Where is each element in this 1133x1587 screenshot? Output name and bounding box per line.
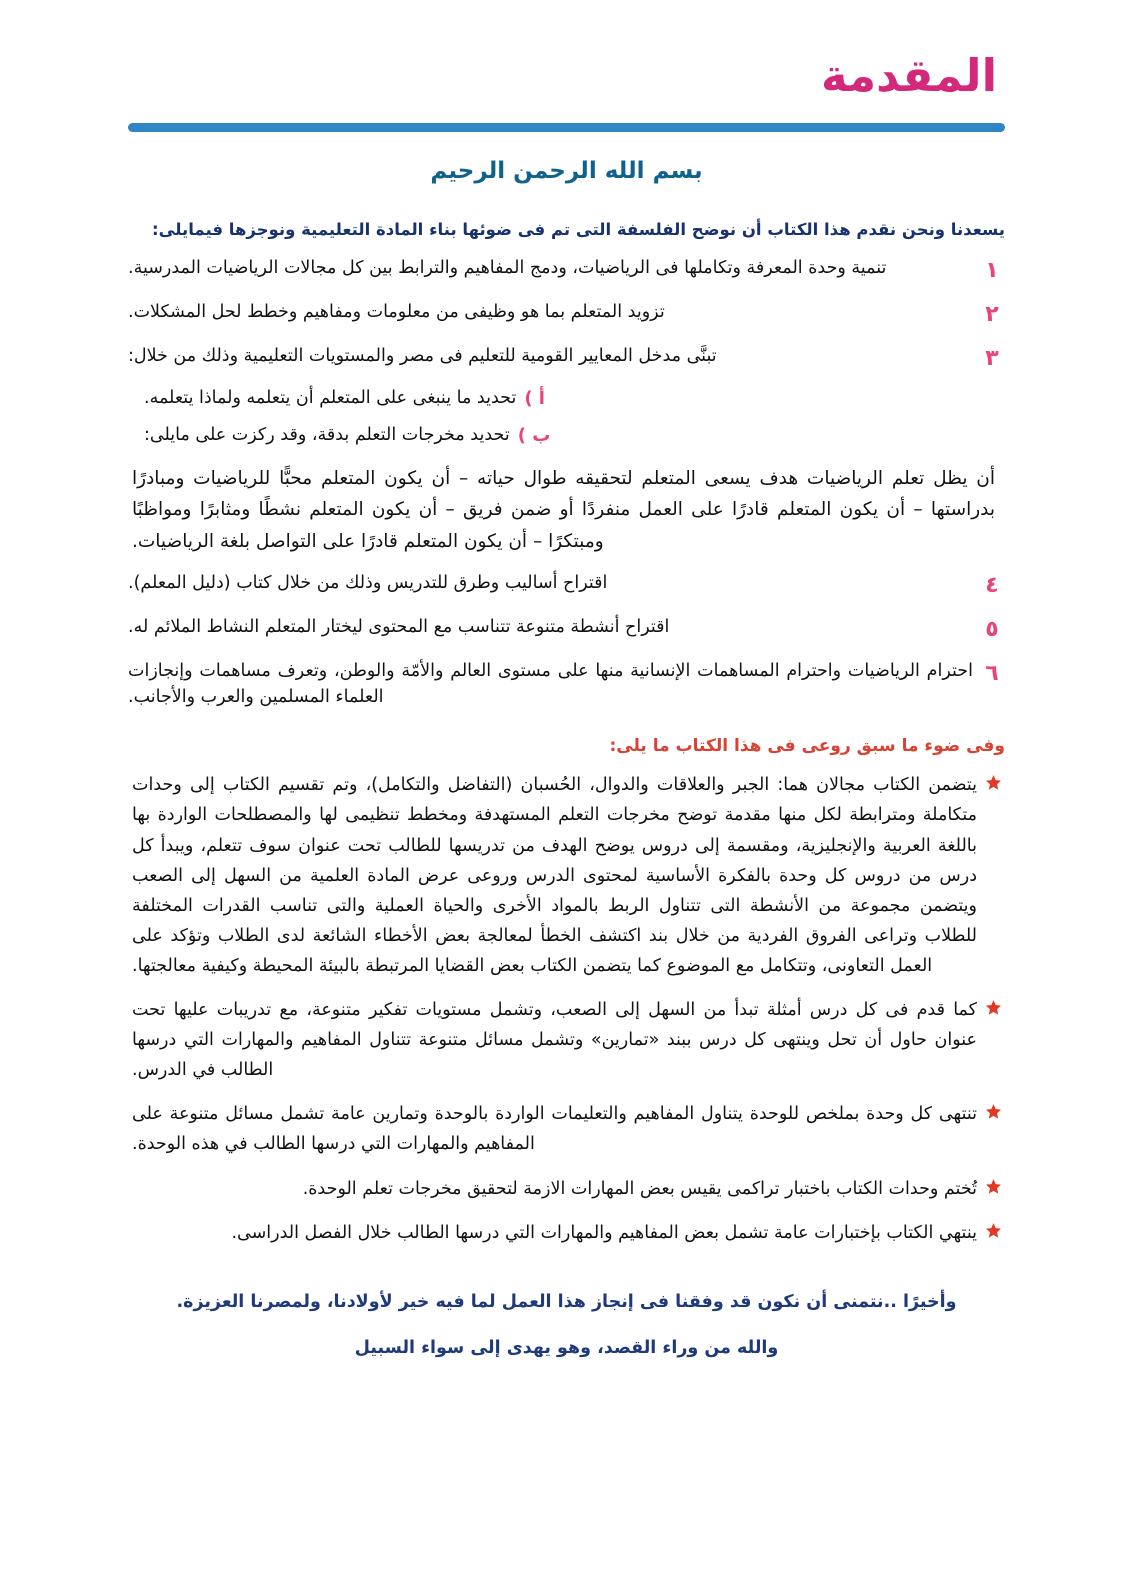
star-item-text-4: تُختم وحدات الكتاب باختبار تراكمى يقيس بعض المهارات الازمة لتحقيق مخرجات تعلم الوحدة. — [302, 1178, 977, 1199]
list-item-text-4: اقتراح أساليب وطرق للتدريس وذلك من خلال كتاب (دليل المعلم). — [128, 573, 608, 594]
list-marker-2: ٢ — [985, 301, 999, 327]
star-icon — [981, 995, 1005, 1016]
title-row — [128, 49, 1005, 102]
list-item — [128, 1099, 1005, 1159]
list-item — [128, 299, 1005, 331]
list-item — [128, 255, 1005, 287]
list-item-text-2: تزويد المتعلم بما هو وظيفى من معلومات ومفاهيم وخطط لحل المشكلات. — [128, 301, 665, 322]
list-item — [128, 1174, 1005, 1204]
list-item — [128, 770, 1005, 981]
page-content — [0, 158, 1133, 1361]
star-icon — [981, 770, 1005, 791]
sub-list-item — [128, 385, 1005, 412]
sub-list-marker-b: ب ) — [517, 424, 551, 446]
star-icon — [981, 1174, 1005, 1195]
list-item — [128, 658, 1005, 711]
star-item-text-5: ينتهي الكتاب بإختبارات عامة تشمل بعض المفاهيم والمهارات التي درسها الطالب خلال الفصل الدراسى. — [231, 1222, 977, 1243]
list-item — [128, 1218, 1005, 1248]
philosophy-sub-list — [128, 385, 1005, 449]
list-marker-4: ٤ — [985, 573, 999, 599]
list-item-text-6: احترام الرياضيات واحترام المساهمات الإنسانية منها على مستوى العالم والأمّة والوطن، وتعرف مساهمات وإنجازات العلماء المسلمين والعرب والأجانب. — [128, 660, 973, 708]
star-item-text-3: تنتهى كل وحدة بملخص للوحدة يتناول المفاهيم والتعليمات الواردة بالوحدة وتمارين عامة تشمل مسائل متنوعة على المفاهيم والمهارات التي درسها الطالب في هذه الوحدة. — [132, 1104, 977, 1155]
book-features-star-list — [128, 770, 1005, 1247]
star-icon — [981, 1218, 1005, 1239]
sub-list-text-b: تحديد مخرجات التعلم بدقة، وقد ركزت على مايلى: — [144, 424, 510, 445]
closing-line-1: وأخيرًا ..نتمنى أن نكون قد وفقنا فى إنجاز هذا العمل لما فيه خير لأولادنا، ولمصرنا العزيزة. — [176, 1291, 957, 1312]
list-item — [128, 343, 1005, 375]
list-item — [128, 995, 1005, 1085]
closing-line-2: والله من وراء القصد، وهو يهدى إلى سواء السبيل — [354, 1337, 779, 1358]
list-item — [128, 614, 1005, 646]
section-lead-text: وفى ضوء ما سبق روعى فى هذا الكتاب ما يلى: — [609, 736, 1005, 757]
philosophy-numbered-list-part1 — [128, 255, 1005, 375]
basmala-heading: بسم الله الرحمن الرحيم — [430, 158, 703, 185]
star-item-text-1: يتضمن الكتاب مجالان هما: الجبر والعلاقات والدوال، الحُسبان (التفاضل والتكامل)، وتم تقسيم الكتاب إلى وحدات متكاملة ومترابطة لكل منها مقدمة توضح مخرجات التعلم المستهدفة ومخطط تنظيمى لها والمصطلحات الواردة بها باللغة العربية والإنجليزية، ومقسمة إلى دروس يوضح الهدف من تدريسها للطالب تحت عنوان سوف تتعلم، ويبدأ كل درس من دروس كل وحدة بالفكرة الأساسية لمحتوى الدرس وروعى عرض المادة العلمية من السهل إلى الصعب ويتضمن مجموعة من الأنشطة التى تتناول الربط بالمواد الأخرى والحياة العملية والتى تناسب القدرات المختلفة للطلاب وتراعى الفروق الفردية من خلال بند اكتشف الخطأ لمعالجة بعض الأخطاء الشائعة لدى الطلاب وتؤكد على العمل التعاونى، وتتكامل مع الموضوع كما يتضمن الكتاب بعض القضايا المرتبطة بالبيئة المحيطة وكيفية معالجتها. — [132, 775, 977, 976]
sub-list-text-a: تحديد ما ينبغى على المتعلم أن يتعلمه ولماذا يتعلمه. — [144, 387, 517, 408]
list-marker-6: ٦ — [985, 660, 999, 686]
page-title: المقدمة — [820, 49, 997, 102]
header-divider-rule — [128, 123, 1005, 132]
list-marker-1: ١ — [985, 258, 999, 283]
list-item — [128, 570, 1005, 602]
sub-list-item — [128, 422, 1005, 449]
page-header — [0, 0, 1133, 132]
learning-outcomes-paragraph: أن يظل تعلم الرياضيات هدف يسعى المتعلم لتحقيقه طوال حياته – أن يكون المتعلم محبًّا للرياضيات ومبادرًا بدراستها – أن يكون المتعلم قادرًا على العمل منفردًا أو ضمن فريق – أن يكون المتعلم نشطًا ومثابرًا ومواظبًا ومبتكرًا – أن يكون المتعلم قادرًا على التواصل بلغة الرياضيات. — [132, 467, 995, 553]
intro-paragraph: يسعدنا ونحن نقدم هذا الكتاب أن نوضح الفلسفة التى تم فى ضوئها بناء المادة التعليمية ونوجزها فيمايلى: — [152, 220, 1005, 240]
list-item-text-1: تنمية وحدة المعرفة وتكاملها فى الرياضيات، ودمج المفاهيم والترابط بين كل مجالات الرياضيات المدرسية. — [128, 258, 887, 278]
star-icon — [981, 1099, 1005, 1120]
closing-block — [128, 1288, 1005, 1362]
sub-list-marker-a: أ ) — [524, 387, 545, 409]
philosophy-numbered-list-part2 — [128, 570, 1005, 710]
star-item-text-2: كما قدم فى كل درس أمثلة تبدأ من السهل إلى الصعب، وتشمل مستويات تفكير متنوعة، مع تدريبات عليها تحت عنوان حاول أن تحل وينتهى كل درس ببند «تمارين» وتشمل مسائل متنوعة تتناول المفاهيم والمهارات التي درسها الطالب في الدرس. — [132, 1000, 977, 1081]
list-marker-3: ٣ — [985, 345, 999, 371]
list-marker-5: ٥ — [985, 617, 999, 642]
list-item-text-3: تبنَّى مدخل المعايير القومية للتعليم فى مصر والمستويات التعليمية وذلك من خلال: — [128, 345, 717, 366]
list-item-text-5: اقتراح أنشطة متنوعة تتناسب مع المحتوى ليختار المتعلم النشاط الملائم له. — [128, 617, 670, 637]
